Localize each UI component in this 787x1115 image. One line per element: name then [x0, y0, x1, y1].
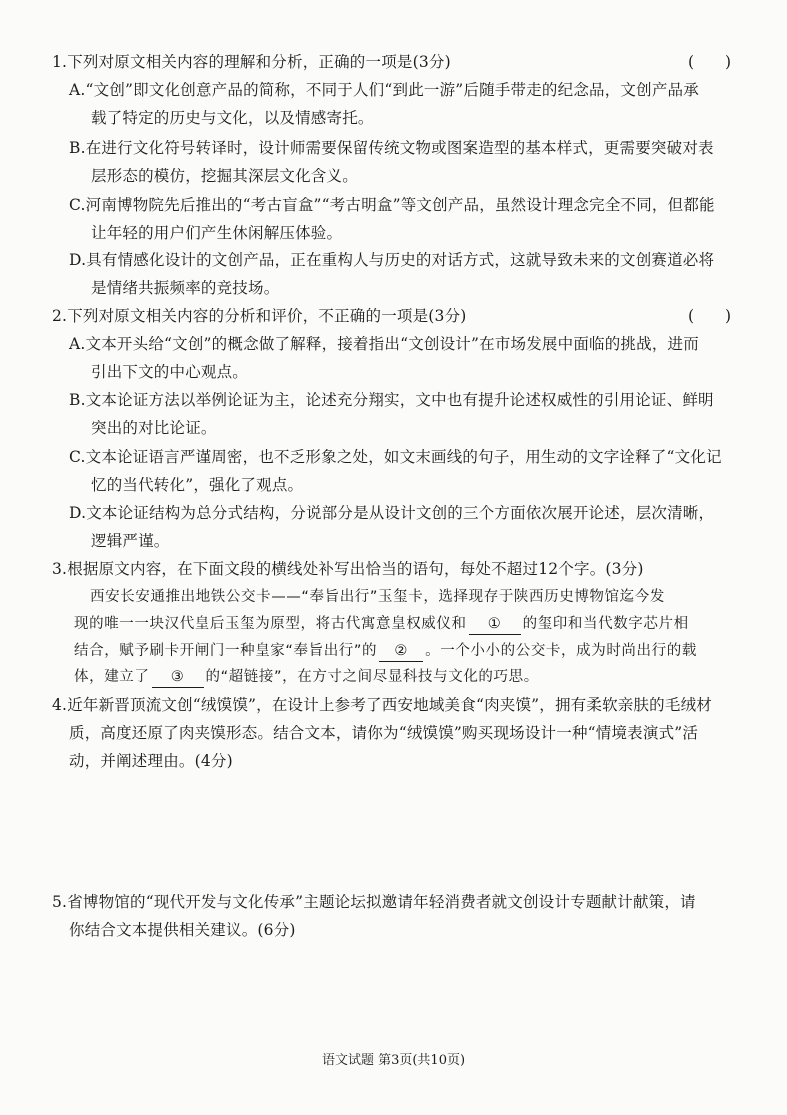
page-footer: 语文试题 第3页(共10页): [321, 1053, 466, 1068]
question-2-answer-paren[interactable]: ( ): [688, 307, 732, 325]
question-2-option-b-line-2: 突出的对比论证。: [91, 419, 217, 437]
question-3-passage-line-2: [74, 614, 689, 635]
question-1-option-a-line-1: A.“文创”即文化创意产品的简称，不同于人们“到此一游”后随手带走的纪念品，文创产品承: [69, 81, 699, 99]
question-2-option-b-line-1: B.文本论证方法以举例论证为主，论述充分翔实，文中也有提升论述权威性的引用论证、鲜明: [69, 391, 714, 409]
question-2-option-c-line-2: 忆的当代转化”，强化了观点。: [91, 476, 304, 494]
question-1-option-c-line-1: C.河南博物院先后推出的“考古盲盒”“考古明盒”等文创产品，虽然设计理念完全不同，但都能: [69, 196, 715, 214]
blank-1[interactable]: ①: [469, 614, 521, 635]
passage-text: 结合，赋予刷卡开闸门一种皇家“奉旨出行”的: [74, 643, 378, 659]
question-2-option-d-line-2: 逻辑严谨。: [91, 532, 170, 550]
question-5-line-2: 你结合文本提供相关建议。(6分): [69, 921, 296, 939]
question-1-option-b-line-1: B.在进行文化符号转译时，设计师需要保留传统文物或图案造型的基本样式，更需要突破对表: [69, 139, 714, 157]
passage-text: 现的唯一一块汉代皇后玉玺为原型，将古代寓意皇权威仪和: [74, 616, 467, 632]
blank-2[interactable]: ②: [379, 641, 423, 662]
question-3-passage-line-4: [74, 667, 539, 688]
question-2-option-a-line-1: A.文本开头给“文创”的概念做了解释，接着指出“文创设计”在市场发展中面临的挑战，进而: [69, 335, 699, 353]
blank-3[interactable]: ③: [152, 667, 204, 688]
question-1-option-d-line-2: 是情绪共振频率的竞技场。: [91, 279, 280, 297]
question-4-line-3: 动，并阐述理由。(4分): [69, 752, 233, 770]
question-1-option-b-line-2: 层形态的模仿，挖掘其深层文化含义。: [91, 167, 358, 185]
passage-text: 的“超链接”，在方寸之间尽显科技与文化的巧思。: [205, 669, 539, 685]
passage-text: 的玺印和当代数字芯片相: [522, 616, 689, 632]
question-1-answer-paren[interactable]: ( ): [688, 53, 732, 71]
question-3-stem: 3.根据原文内容，在下面文段的横线处补写出恰当的语句，每处不超过12个字。(3分): [52, 560, 644, 578]
question-5-line-1: 5.省博物馆的“现代开发与文化传承”主题论坛拟邀请年轻消费者就文创设计专题献计献策，请: [52, 893, 696, 911]
question-4-line-2: 质，高度还原了肉夹馍形态。结合文本，请你为“绒馍馍”购买现场设计一种“情境表演式”活: [69, 724, 699, 742]
question-2-option-c-line-1: C.文本论证语言严谨周密，也不乏形象之处，如文末画线的句子，用生动的文字诠释了“文化记: [69, 448, 722, 466]
question-1-option-a-line-2: 载了特定的历史与文化，以及情感寄托。: [91, 109, 374, 127]
question-1-stem: 1.下列对原文相关内容的理解和分析，正确的一项是(3分): [52, 53, 451, 71]
question-1-option-d-line-1: D.具有情感化设计的文创产品，正在重构人与历史的对话方式，这就导致未来的文创赛道必将: [69, 251, 715, 269]
question-4-line-1: 4.近年新晋顶流文创“绒馍馍”，在设计上参考了西安地域美食“肉夹馍”，拥有柔软亲肤的毛绒材: [52, 696, 712, 714]
question-3-passage-line-3: [74, 641, 697, 662]
question-2-option-d-line-1: D.文本论证结构为总分式结构，分说部分是从设计文创的三个方面依次展开论述，层次清晰，: [69, 504, 715, 522]
question-2-stem: 2.下列对原文相关内容的分析和评价，不正确的一项是(3分): [52, 307, 467, 325]
passage-text: 。一个小小的公交卡，成为时尚出行的载: [425, 643, 697, 659]
question-1-option-c-line-2: 让年轻的用户们产生休闲解压体验。: [91, 224, 343, 242]
question-2-option-a-line-2: 引出下文的中心观点。: [91, 363, 249, 381]
question-3-passage-line-1: 西安长安通推出地铁公交卡——“奉旨出行”玉玺卡，选择现存于陕西历史博物馆迄今发: [90, 589, 665, 605]
passage-text: 体，建立了: [74, 669, 150, 685]
